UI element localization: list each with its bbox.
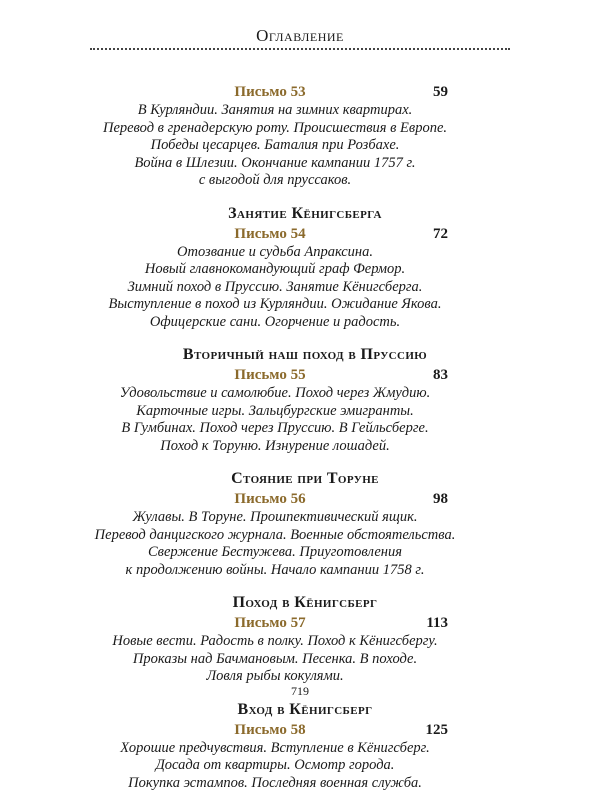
toc-page-number: 59 bbox=[433, 84, 448, 100]
description-line: Выступление в поход из Курляндии. Ожидание Якова. bbox=[108, 296, 442, 312]
description-line: Перевод данцигского журнала. Военные обстоятельства. bbox=[94, 526, 456, 543]
description-line: Зимний поход в Пруссию. Занятие Кёнигсберга. bbox=[127, 278, 423, 295]
letter-label: Письмо 56 bbox=[234, 491, 306, 507]
description-line: Хорошие предчувствия. Вступление в Кёнигсберг. bbox=[120, 739, 430, 756]
section-title: Стояние при Торуне bbox=[231, 470, 379, 487]
toc-entry bbox=[0, 469, 600, 579]
description-line: В Курляндии. Занятия на зимних квартирах. bbox=[137, 102, 413, 118]
dotted-rule bbox=[90, 48, 510, 50]
description-line: Поход к Торуню. Изнурение лошадей. bbox=[160, 437, 390, 454]
letter-row bbox=[0, 82, 600, 102]
description-line: Новый главнокомандующий граф Фермор. bbox=[144, 261, 406, 277]
letter-row bbox=[0, 365, 600, 385]
toc-entry bbox=[0, 700, 600, 793]
section-title: Занятие Кёнигсберга bbox=[228, 204, 382, 222]
entry-description bbox=[0, 633, 600, 686]
entry-description bbox=[0, 244, 600, 332]
letter-label: Письмо 58 bbox=[234, 721, 306, 738]
letter-row bbox=[0, 224, 600, 244]
description-line: Отозвание и судьба Апраксина. bbox=[177, 243, 373, 260]
toc-page-number: 72 bbox=[433, 225, 448, 242]
letter-row bbox=[0, 613, 600, 633]
letter-label: Письмо 57 bbox=[234, 615, 306, 631]
toc-page-number: 98 bbox=[433, 491, 448, 507]
entry-description bbox=[0, 509, 600, 579]
page-number: 719 bbox=[291, 684, 309, 698]
description-line: Жулавы. В Торуне. Прошпективический ящик. bbox=[132, 509, 418, 525]
description-line: Удовольствие и самолюбие. Поход через Жмудию. bbox=[119, 385, 431, 401]
entry-description bbox=[0, 385, 600, 455]
section-title: Вторичный наш поход в Пруссию bbox=[182, 346, 428, 363]
toc-entry bbox=[0, 345, 600, 455]
toc-entry bbox=[0, 593, 600, 686]
description-line: Свержение Бестужева. Приуготовления bbox=[147, 544, 402, 560]
section-title: Вход в Кёнигсберг bbox=[237, 700, 373, 718]
description-line: Карточные игры. Зальцбургские эмигранты. bbox=[136, 402, 414, 419]
description-line: Победы цесарцев. Баталия при Розбахе. bbox=[150, 137, 400, 153]
description-line: Офицерские сани. Огорчение и радость. bbox=[149, 313, 401, 330]
letter-label: Письмо 54 bbox=[234, 225, 306, 242]
letter-label: Письмо 55 bbox=[234, 367, 306, 383]
toc-page-number: 83 bbox=[433, 367, 448, 383]
description-line: Перевод в гренадерскую роту. Происшествия в Европе. bbox=[102, 119, 448, 136]
description-line: к продолжению войны. Начало кампании 1758 г. bbox=[125, 561, 425, 578]
entry-description bbox=[0, 102, 600, 190]
description-line: Новые вести. Радость в полку. Поход к Кёнигсбергу. bbox=[112, 633, 438, 649]
toc-entry bbox=[0, 82, 600, 190]
description-line: Досада от квартиры. Осмотр города. bbox=[155, 757, 395, 773]
description-line: В Гумбинах. Поход через Пруссию. В Гейльсберге. bbox=[121, 420, 429, 436]
toc-entry bbox=[0, 204, 600, 332]
running-head: Оглавление bbox=[256, 26, 344, 45]
letter-row bbox=[0, 720, 600, 740]
letter-row bbox=[0, 489, 600, 509]
toc-page-number: 125 bbox=[425, 721, 448, 738]
description-line: Война в Шлезии. Окончание кампании 1757 г. bbox=[134, 154, 416, 171]
section-title: Поход в Кёнигсберг bbox=[232, 594, 378, 611]
description-line: с выгодой для пруссаков. bbox=[198, 172, 352, 188]
description-line: Проказы над Бачмановым. Песенка. В походе. bbox=[132, 650, 418, 667]
description-line: Покупка эстампов. Последняя военная служба. bbox=[128, 774, 422, 791]
entry-description bbox=[0, 740, 600, 793]
letter-label: Письмо 53 bbox=[234, 84, 306, 100]
description-line: Ловля рыбы кокулями. bbox=[206, 668, 344, 684]
toc-page-number: 113 bbox=[426, 615, 448, 631]
